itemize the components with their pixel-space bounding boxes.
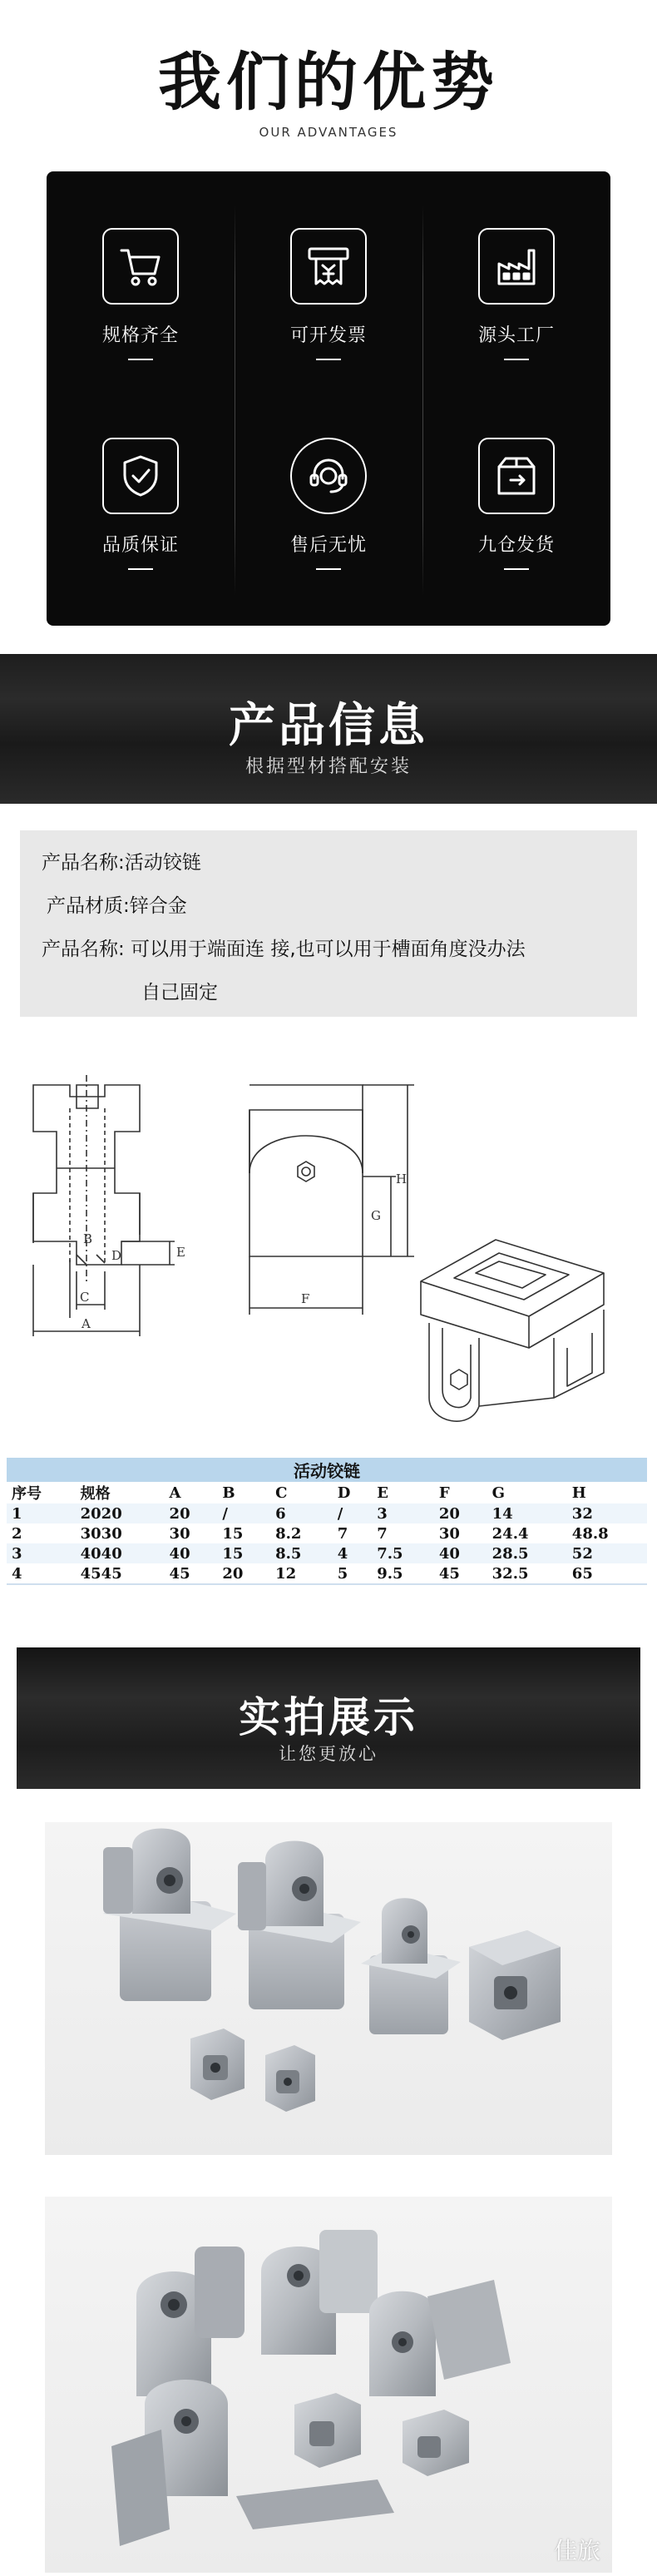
advantage-item-shipping [433, 438, 600, 570]
cube-hinge [469, 1930, 561, 2040]
shopping-cart-icon [102, 228, 179, 305]
table-cell: 15 [217, 1543, 270, 1563]
table-header: F [434, 1482, 487, 1503]
product-material-line: 产品材质:锌合金 [47, 895, 187, 917]
hinge-photo-illustration [45, 1822, 612, 2155]
table-cell: 3 [372, 1503, 434, 1523]
table-row [7, 1563, 647, 1584]
dim-label-d: D [111, 1248, 122, 1263]
table-cell: 48.8 [567, 1523, 647, 1543]
dim-label-e: E [176, 1245, 185, 1260]
banner-title: 实拍展示 [239, 1693, 418, 1741]
product-photo-1 [45, 1822, 612, 2155]
table-cell: 5 [333, 1563, 373, 1584]
table-cell: 40 [165, 1543, 218, 1563]
table-header: B [217, 1482, 270, 1503]
dim-label-a: A [82, 1316, 91, 1331]
table-cell: 45 [434, 1563, 487, 1584]
table-cell: 7 [372, 1523, 434, 1543]
table-cell: 15 [217, 1523, 270, 1543]
real-photo-banner [17, 1647, 640, 1789]
table-header: 序号 [7, 1482, 76, 1503]
underline [128, 359, 153, 360]
table-row [7, 1543, 647, 1563]
table-cell: 24.4 [487, 1523, 567, 1543]
advantage-label: 源头工厂 [477, 325, 555, 346]
table-cell: 4545 [76, 1563, 165, 1584]
advantage-label: 品质保证 [101, 535, 179, 556]
banner-subtitle: 根据型材搭配安装 [245, 756, 412, 777]
table-cell: 20 [434, 1503, 487, 1523]
advantage-label: 售后无忧 [289, 535, 367, 556]
table-header: A [165, 1482, 218, 1503]
advantage-item-after-sales [245, 438, 412, 570]
table-cell: 4 [333, 1543, 373, 1563]
table-header: C [270, 1482, 333, 1503]
banner-title: 产品信息 [229, 699, 428, 753]
advantage-label: 规格齐全 [101, 325, 179, 346]
table-cell: 4 [7, 1563, 76, 1584]
table-header: G [487, 1482, 567, 1503]
medium-hinge [361, 1898, 461, 2034]
table-cell: 8.2 [270, 1523, 333, 1543]
page-subtitle: OUR ADVANTAGES [259, 125, 398, 140]
advantage-item-full-specs [57, 228, 224, 360]
table-header: D [333, 1482, 373, 1503]
advantage-item-invoice [245, 228, 412, 360]
page-title: 我们的优势 [158, 45, 499, 119]
shield-check-icon [102, 438, 179, 514]
table-cell: 14 [487, 1503, 567, 1523]
underline [504, 359, 529, 360]
advantages-panel [47, 171, 610, 626]
product-info-banner [0, 654, 657, 804]
table-cell: 20 [217, 1563, 270, 1584]
table-cell: 30 [165, 1523, 218, 1543]
dim-label-f: F [301, 1291, 310, 1306]
table-cell: 7.5 [372, 1543, 434, 1563]
small-hinge [265, 2045, 315, 2112]
table-header: H [567, 1482, 647, 1503]
product-photo-2 [45, 2197, 612, 2573]
advantage-item-factory [433, 228, 600, 360]
table-cell: 3 [7, 1543, 76, 1563]
isometric-drawing [396, 1223, 645, 1448]
underline [316, 568, 341, 570]
product-name-line: 产品名称:活动铰链 [42, 852, 201, 874]
underline [316, 359, 341, 360]
table-cell: 20 [165, 1503, 218, 1523]
table-cell: 32.5 [487, 1563, 567, 1584]
table-cell: 52 [567, 1543, 647, 1563]
underline [504, 568, 529, 570]
product-usage-line-2: 自己固定 [141, 982, 218, 1003]
table-cell: 32 [567, 1503, 647, 1523]
table-cell: 6 [270, 1503, 333, 1523]
hinge-pile-photo-illustration [45, 2197, 612, 2573]
dim-label-c: C [80, 1290, 90, 1305]
dim-label-b: B [83, 1231, 93, 1246]
table-cell: 2 [7, 1523, 76, 1543]
product-usage-line: 产品名称: 可以用于端面连 接,也可以用于槽面角度没办法 [42, 939, 526, 960]
table-row [7, 1523, 647, 1543]
headset-icon [290, 438, 367, 514]
table-cell: 7 [333, 1523, 373, 1543]
table-cell: 45 [165, 1563, 218, 1584]
table-row [7, 1503, 647, 1523]
column-divider [422, 205, 423, 596]
table-cell: / [333, 1503, 373, 1523]
dim-label-h: H [396, 1172, 408, 1186]
table-cell: 9.5 [372, 1563, 434, 1584]
table-cell: 1 [7, 1503, 76, 1523]
banner-subtitle: 让您更放心 [279, 1744, 378, 1764]
table-cell: 2020 [76, 1503, 165, 1523]
spec-table [7, 1458, 647, 1585]
factory-icon [478, 228, 555, 305]
delivery-box-icon [478, 438, 555, 514]
advantage-label: 可开发票 [289, 325, 367, 346]
table-cell: 3030 [76, 1523, 165, 1543]
large-hinge [236, 1841, 361, 2010]
advantage-item-quality [57, 438, 224, 570]
table-cell: 4040 [76, 1543, 165, 1563]
dim-label-g: G [371, 1208, 381, 1223]
product-info-box [20, 830, 637, 1017]
front-view-drawing [17, 1068, 241, 1343]
advantage-label: 九仓发货 [477, 535, 555, 556]
underline [128, 568, 153, 570]
table-cell: 8.5 [270, 1543, 333, 1563]
table-cell: 65 [567, 1563, 647, 1584]
table-header: 规格 [76, 1482, 165, 1503]
table-cell: 28.5 [487, 1543, 567, 1563]
table-cell: 40 [434, 1543, 487, 1563]
table-cell: / [217, 1503, 270, 1523]
small-hinge [190, 2029, 245, 2100]
watermark: 佳旅 [553, 2537, 600, 2564]
table-cell: 30 [434, 1523, 487, 1543]
hinge-pile [111, 2230, 511, 2546]
table-cell: 12 [270, 1563, 333, 1584]
table-header: E [372, 1482, 434, 1503]
table-caption: 活动铰链 [7, 1458, 647, 1482]
receipt-icon [290, 228, 367, 305]
large-hinge [103, 1829, 236, 2002]
